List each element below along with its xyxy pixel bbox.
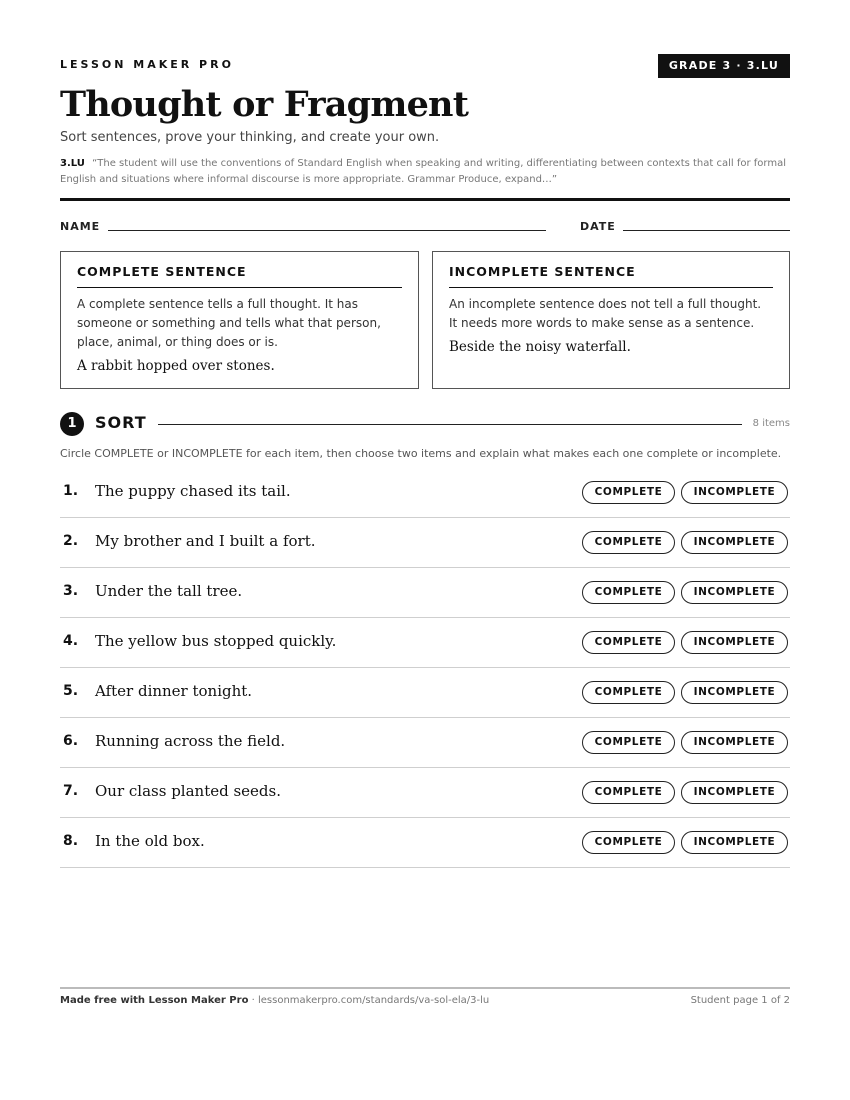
item-number: 7. — [63, 783, 79, 799]
incomplete-option[interactable]: INCOMPLETE — [681, 481, 788, 504]
section-instructions: Circle COMPLETE or INCOMPLETE for each item, then choose two items and explain what makes each one complete or incomplete. — [60, 447, 782, 460]
standard-description — [60, 156, 790, 188]
brand-name: LESSON MAKER PRO — [60, 58, 234, 71]
incomplete-option[interactable]: INCOMPLETE — [681, 581, 788, 604]
card-description: An incomplete sentence does not tell a full thought. It needs more words to make sense as a sentence. — [449, 297, 762, 330]
complete-option[interactable]: COMPLETE — [582, 631, 675, 654]
section-title: SORT — [95, 413, 147, 432]
incomplete-option[interactable]: INCOMPLETE — [681, 681, 788, 704]
incomplete-sentence-card — [432, 251, 790, 389]
footer-page-number: Student page 1 of 2 — [690, 995, 790, 1006]
incomplete-option[interactable]: INCOMPLETE — [681, 831, 788, 854]
date-label: DATE — [580, 220, 616, 233]
sort-item-row — [60, 618, 790, 668]
sort-item-row — [60, 718, 790, 768]
sort-item-row — [60, 768, 790, 818]
footer-url[interactable]: · lessonmakerpro.com/standards/va-sol-ela/3-lu — [248, 995, 490, 1006]
card-example: A rabbit hopped over stones. — [77, 358, 275, 374]
section-number-badge: 1 — [60, 412, 84, 436]
item-sentence: My brother and I built a fort. — [95, 532, 316, 550]
sort-item-row — [60, 668, 790, 718]
sort-item-row — [60, 818, 790, 868]
item-sentence: Our class planted seeds. — [95, 782, 281, 800]
name-field[interactable] — [108, 230, 546, 231]
complete-option[interactable]: COMPLETE — [582, 731, 675, 754]
incomplete-option[interactable]: INCOMPLETE — [681, 731, 788, 754]
sort-item-row — [60, 518, 790, 568]
item-sentence: The yellow bus stopped quickly. — [95, 632, 337, 650]
date-field[interactable] — [623, 230, 790, 231]
sort-items-list — [60, 468, 790, 868]
complete-option[interactable]: COMPLETE — [582, 581, 675, 604]
item-number: 4. — [63, 633, 79, 649]
complete-option[interactable]: COMPLETE — [582, 531, 675, 554]
incomplete-option[interactable]: INCOMPLETE — [681, 531, 788, 554]
complete-option[interactable]: COMPLETE — [582, 481, 675, 504]
footer-made-with: Made free with Lesson Maker Pro — [60, 995, 249, 1006]
incomplete-option[interactable]: INCOMPLETE — [681, 781, 788, 804]
item-number: 1. — [63, 483, 79, 499]
standard-code: 3.LU — [60, 158, 85, 169]
item-sentence: Under the tall tree. — [95, 582, 243, 600]
complete-option[interactable]: COMPLETE — [582, 681, 675, 704]
complete-option[interactable]: COMPLETE — [582, 781, 675, 804]
sort-item-row — [60, 468, 790, 518]
item-number: 8. — [63, 833, 79, 849]
grade-badge: GRADE 3 · 3.LU — [658, 54, 790, 78]
page-subtitle: Sort sentences, prove your thinking, and create your own. — [60, 130, 440, 145]
item-count: 8 items — [752, 418, 790, 429]
item-number: 3. — [63, 583, 79, 599]
item-sentence: In the old box. — [95, 832, 205, 850]
section-divider — [158, 424, 742, 425]
item-number: 2. — [63, 533, 79, 549]
incomplete-option[interactable]: INCOMPLETE — [681, 631, 788, 654]
page-title: Thought or Fragment — [60, 84, 469, 125]
item-sentence: The puppy chased its tail. — [95, 482, 291, 500]
card-title: COMPLETE SENTENCE — [77, 264, 402, 288]
footer-divider — [60, 987, 790, 989]
card-title: INCOMPLETE SENTENCE — [449, 264, 773, 288]
complete-sentence-card — [60, 251, 419, 389]
sort-item-row — [60, 568, 790, 618]
card-example: Beside the noisy waterfall. — [449, 339, 631, 355]
item-number: 5. — [63, 683, 79, 699]
footer-credit — [60, 995, 489, 1006]
item-number: 6. — [63, 733, 79, 749]
card-description: A complete sentence tells a full thought. It has someone or something and tells what that person, place, animal, or thing does or is. — [77, 297, 381, 349]
name-label: NAME — [60, 220, 101, 233]
standard-text: “The student will use the conventions of Standard English when speaking and writing, differentiating between contexts that call for formal English and situations where informal discourse is more appropriate. Grammar Produce, expand…” — [60, 158, 786, 185]
item-sentence: Running across the field. — [95, 732, 286, 750]
item-sentence: After dinner tonight. — [95, 682, 253, 700]
header-divider — [60, 198, 790, 201]
complete-option[interactable]: COMPLETE — [582, 831, 675, 854]
